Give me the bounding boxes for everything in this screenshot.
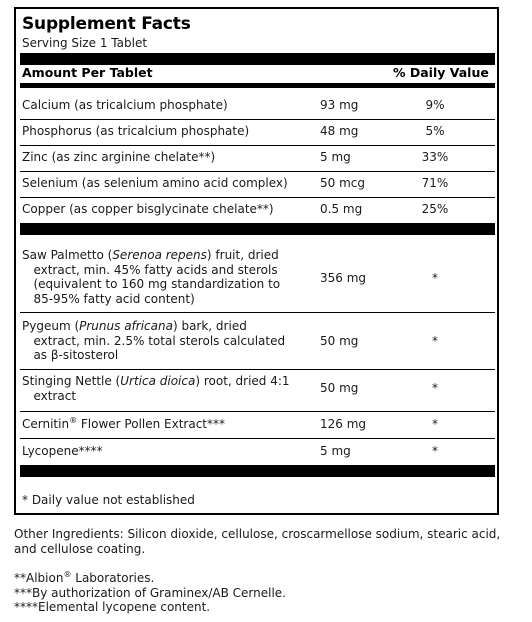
nutrient-dv: 25% bbox=[421, 202, 449, 216]
header-daily-value: % Daily Value bbox=[393, 65, 489, 80]
nutrient-dv: * bbox=[432, 417, 438, 431]
description-text: extract, min. 45% fatty acids and sterols bbox=[33, 262, 278, 277]
name-text: Cernitin bbox=[22, 417, 70, 431]
other-ingredients-line: and cellulose coating. bbox=[14, 541, 146, 556]
albion-note: **Albion bbox=[14, 571, 64, 585]
nutrient-dv: 5% bbox=[425, 124, 445, 138]
thick-divider bbox=[20, 223, 495, 235]
description-text: (equivalent to 160 mg standardization to bbox=[33, 277, 281, 291]
nutrient-dv: * bbox=[432, 381, 438, 395]
serving-size: Serving Size 1 Tablet bbox=[22, 36, 148, 50]
nutrient-name: Calcium (as tricalcium phosphate) bbox=[22, 98, 228, 112]
nutrient-amount: 50 mcg bbox=[320, 176, 365, 190]
saw-palmetto-name bbox=[22, 248, 280, 306]
nutrient-name: Selenium (as selenium amino acid complex) bbox=[22, 176, 288, 190]
name-text: Flower Pollen Extract*** bbox=[77, 417, 226, 431]
footnotes bbox=[14, 571, 286, 615]
nutrient-amount: 50 mg bbox=[320, 334, 359, 348]
panel-title: Supplement Facts bbox=[22, 14, 191, 34]
description-text: extract bbox=[33, 388, 77, 403]
nutrient-name: Lycopene**** bbox=[22, 444, 103, 458]
thick-divider bbox=[20, 465, 495, 477]
name-text: ) root, dried 4:1 bbox=[195, 374, 290, 388]
nutrient-amount: 356 mg bbox=[320, 271, 367, 285]
nutrient-amount: 5 mg bbox=[320, 150, 351, 164]
name-text: Stinging Nettle ( bbox=[22, 374, 121, 388]
registered-mark: ® bbox=[63, 570, 72, 579]
registered-mark: ® bbox=[69, 416, 78, 425]
nutrient-name: Zinc (as zinc arginine chelate**) bbox=[22, 150, 216, 164]
description-text: as β-sitosterol bbox=[33, 348, 119, 362]
nutrient-name: Copper (as copper bisglycinate chelate**) bbox=[22, 202, 274, 216]
description-text: 85-95% fatty acid content) bbox=[33, 291, 195, 306]
other-ingredients bbox=[14, 527, 500, 556]
row-divider bbox=[20, 119, 495, 120]
pygeum-name bbox=[22, 319, 285, 363]
nutrient-dv: 9% bbox=[425, 98, 445, 112]
nutrient-dv: 33% bbox=[421, 150, 449, 164]
latin-name: Urtica dioica bbox=[120, 374, 196, 388]
row-divider bbox=[20, 197, 495, 198]
name-text: ) bark, dried bbox=[172, 319, 247, 333]
supplement-facts-panel bbox=[14, 7, 499, 515]
description-text: extract, min. 2.5% total sterols calculated bbox=[33, 333, 286, 348]
row-divider bbox=[20, 369, 495, 370]
nutrient-amount: 93 mg bbox=[320, 98, 359, 112]
nutrient-name: Phosphorus (as tricalcium phosphate) bbox=[22, 124, 250, 138]
lycopene-note: ****Elemental lycopene content. bbox=[14, 600, 211, 614]
row-divider bbox=[20, 438, 495, 439]
row-divider bbox=[20, 312, 495, 313]
nutrient-dv: * bbox=[432, 271, 438, 285]
nettle-name bbox=[22, 374, 290, 403]
nutrient-amount: 0.5 mg bbox=[320, 202, 363, 216]
thick-divider bbox=[20, 53, 495, 65]
nutrient-amount: 48 mg bbox=[320, 124, 359, 138]
row-divider bbox=[20, 145, 495, 146]
other-ingredients-line: Other Ingredients: Silicon dioxide, cellulose, croscarmellose sodium, stearic acid, bbox=[14, 527, 501, 541]
row-divider bbox=[20, 411, 495, 412]
nutrient-dv: * bbox=[432, 334, 438, 348]
latin-name: Prunus africana bbox=[79, 319, 173, 333]
daily-value-footnote: * Daily value not established bbox=[22, 493, 195, 507]
header-amount: Amount Per Tablet bbox=[22, 65, 153, 80]
latin-name: Serenoa repens bbox=[112, 248, 207, 262]
nutrient-dv: 71% bbox=[421, 176, 449, 190]
albion-note: Laboratories. bbox=[71, 571, 155, 585]
nutrient-amount: 50 mg bbox=[320, 381, 359, 395]
nutrient-amount: 126 mg bbox=[320, 417, 367, 431]
name-text: ) fruit, dried bbox=[206, 248, 279, 262]
medium-divider bbox=[20, 83, 495, 88]
name-text: Saw Palmetto ( bbox=[22, 248, 113, 262]
name-text: Pygeum ( bbox=[22, 319, 80, 333]
cernitin-name bbox=[22, 417, 225, 432]
row-divider bbox=[20, 171, 495, 172]
graminex-note: ***By authorization of Graminex/AB Cernelle. bbox=[14, 585, 286, 600]
nutrient-dv: * bbox=[432, 444, 438, 458]
nutrient-amount: 5 mg bbox=[320, 444, 351, 458]
